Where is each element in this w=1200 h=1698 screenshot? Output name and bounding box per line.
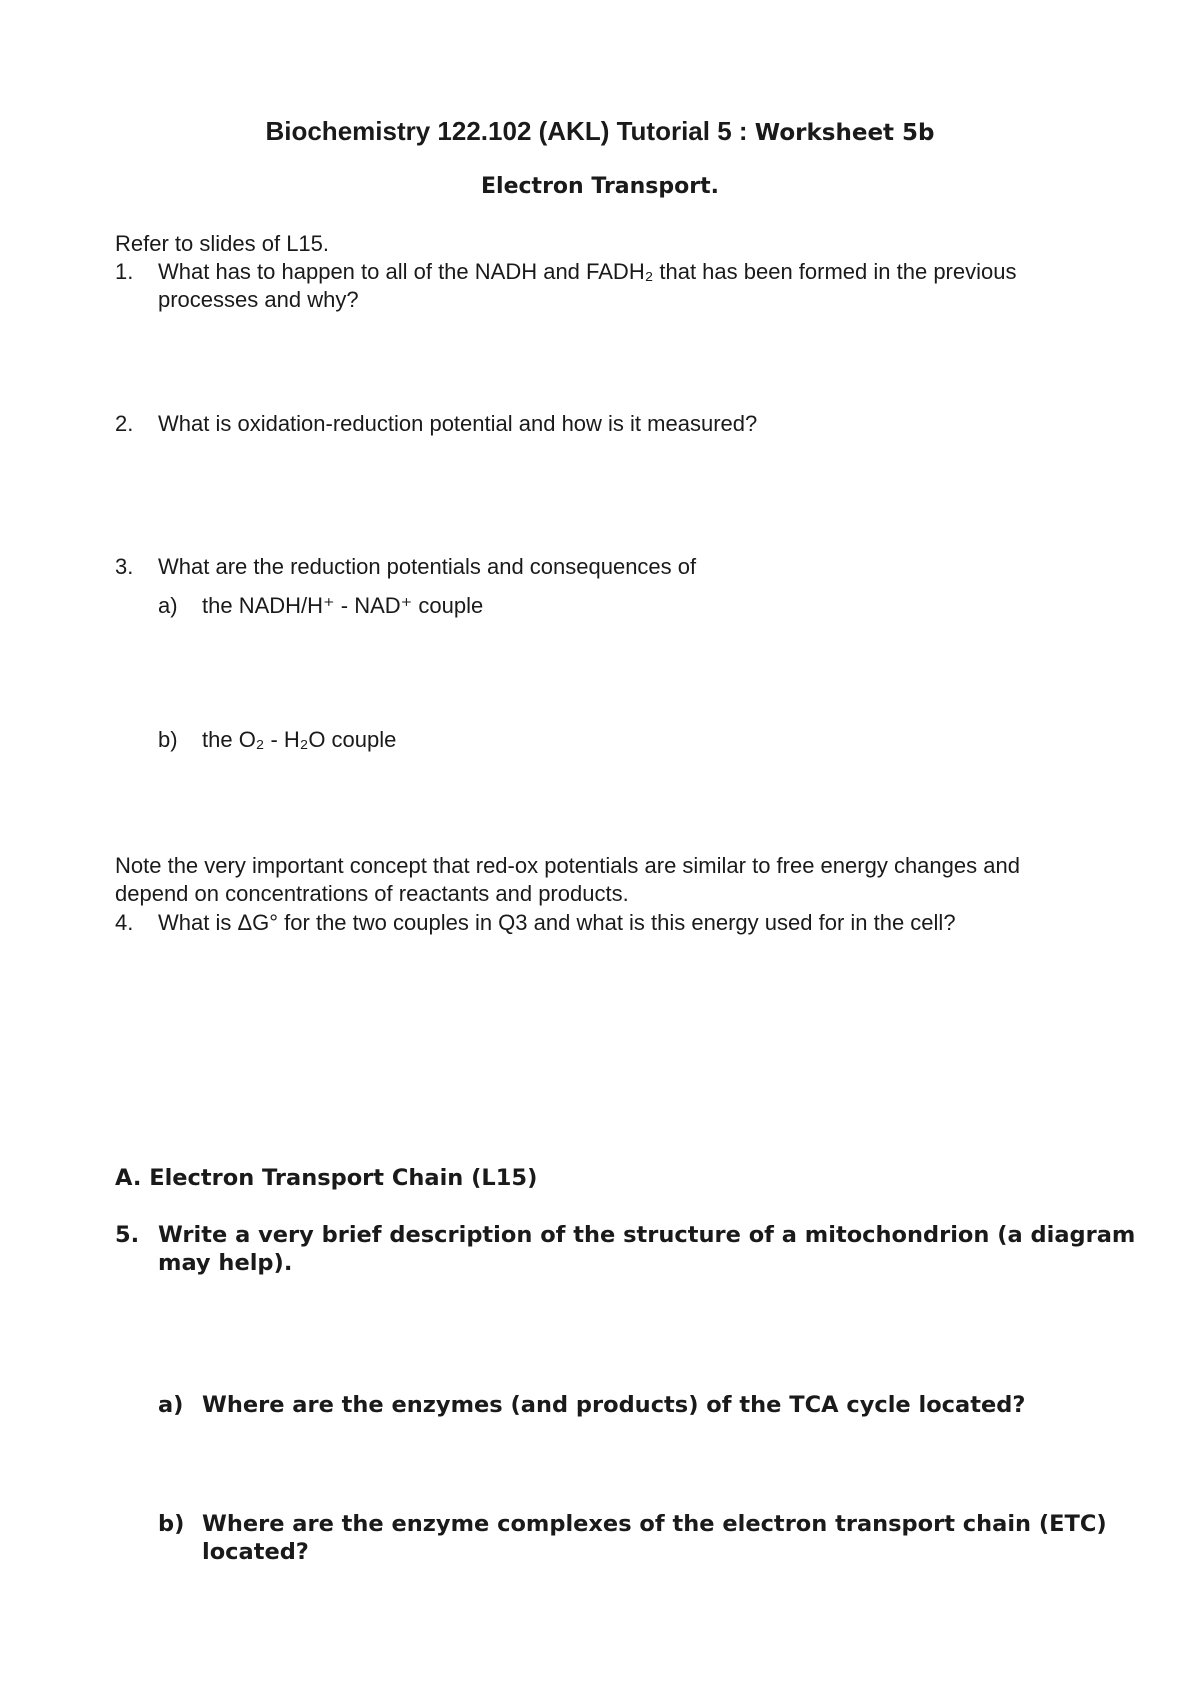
intro-text: Refer to slides of L15. [115, 231, 330, 256]
note-line-1: Note the very important concept that red-ox potentials are similar to free energy changes and [115, 853, 1020, 878]
title-worksheet: Worksheet 5b [754, 120, 935, 146]
question-5b-line-1: Where are the enzyme complexes of the electron transport chain (ETC) [202, 1511, 1107, 1537]
question-5-number: 5. [115, 1222, 140, 1248]
question-1-line-2: processes and why? [158, 287, 359, 312]
question-1-line-1: What has to happen to all of the NADH and FADH₂ that has been formed in the previous [158, 259, 1017, 284]
section-a-heading: A. Electron Transport Chain (L15) [115, 1165, 538, 1191]
question-3-text: What are the reduction potentials and consequences of [158, 554, 697, 579]
question-5a-label: a) [158, 1392, 184, 1418]
question-5b-label: b) [158, 1511, 185, 1537]
page-title [0, 116, 1200, 147]
question-1-number: 1. [115, 259, 134, 284]
question-3-number: 3. [115, 554, 134, 579]
question-5-line-2: may help). [158, 1250, 293, 1276]
question-5-line-1: Write a very brief description of the structure of a mitochondrion (a diagram [158, 1222, 1136, 1248]
question-5b-line-2: located? [202, 1539, 309, 1565]
page-subtitle: Electron Transport. [481, 174, 719, 199]
question-2-text: What is oxidation-reduction potential and how is it measured? [158, 411, 758, 436]
question-3b-label: b) [158, 727, 178, 752]
question-3a-label: a) [158, 593, 178, 618]
question-5a-text: Where are the enzymes (and products) of the TCA cycle located? [202, 1392, 1026, 1418]
title-main: Biochemistry 122.102 (AKL) Tutorial 5 : [265, 116, 755, 146]
question-4-text: What is ΔG° for the two couples in Q3 and what is this energy used for in the cell? [158, 910, 956, 935]
question-2-number: 2. [115, 411, 134, 436]
note-line-2: depend on concentrations of reactants and products. [115, 881, 629, 906]
question-4-number: 4. [115, 910, 134, 935]
question-3a-text: the NADH/H⁺ - NAD⁺ couple [202, 593, 484, 618]
question-3b-text: the O₂ - H₂O couple [202, 727, 397, 752]
